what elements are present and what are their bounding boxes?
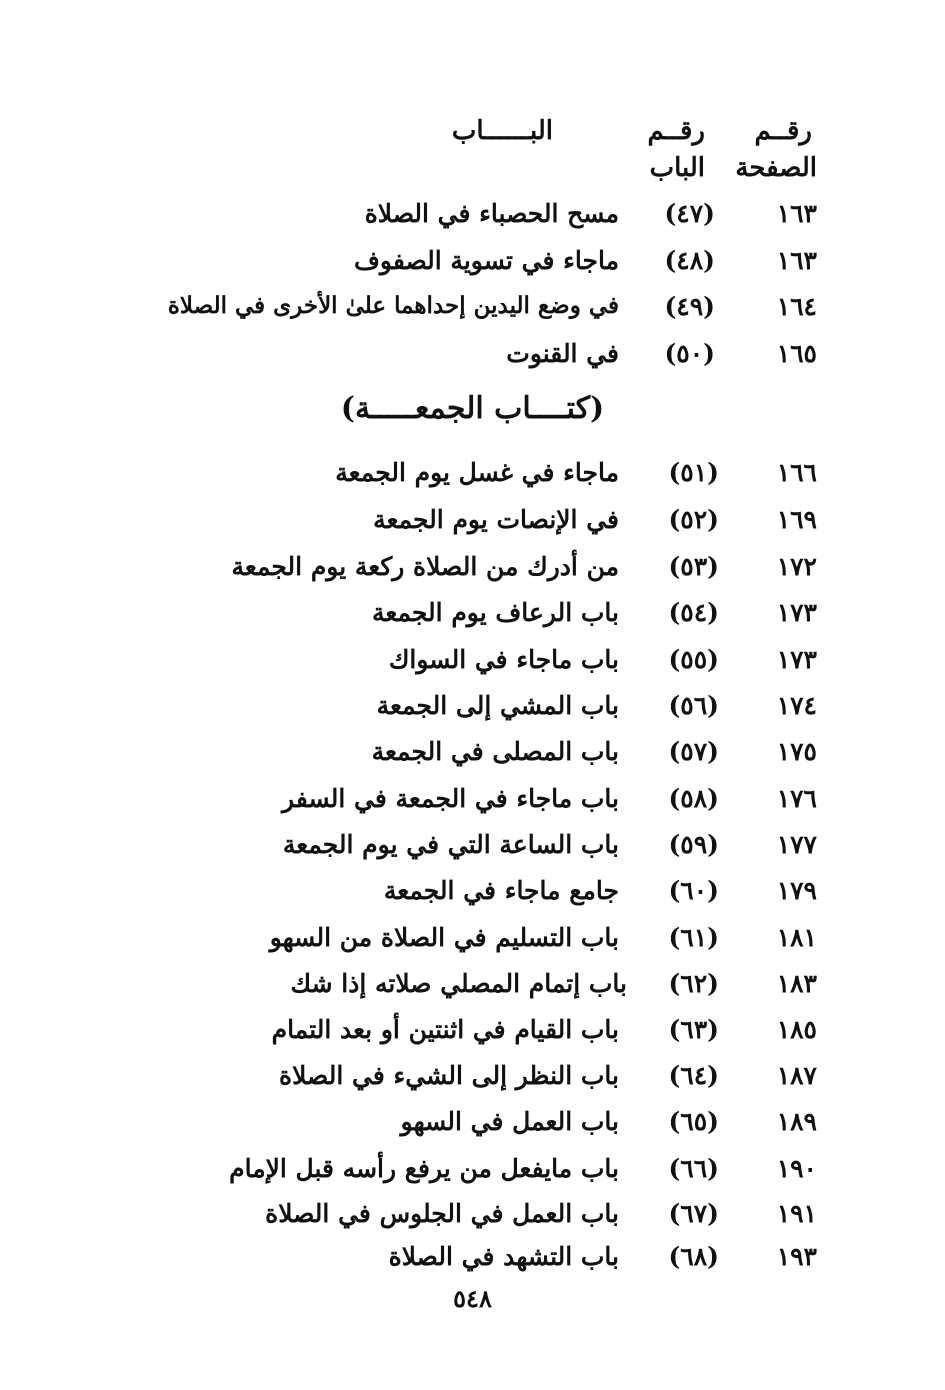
row-a-page: ١٦٣	[776, 199, 817, 228]
row-b-chapter: (٦٣)	[668, 1015, 719, 1044]
row-b-page: ١٩٠	[776, 1154, 817, 1183]
row-b-chapter: (٥٣)	[668, 552, 719, 581]
row-b-chapter: (٥٩)	[668, 830, 719, 859]
row-b-title: باب ماجاء في الجمعة في السفر	[282, 784, 619, 813]
page-number: ٥٤٨	[453, 1284, 492, 1313]
row-b-chapter: (٥٦)	[668, 691, 719, 720]
row-b-page: ١٩٣	[776, 1242, 817, 1271]
header-page-col-line2: الصفحة	[735, 153, 817, 183]
row-b-page: ١٨٩	[776, 1107, 817, 1136]
row-b-title: باب المشي إلى الجمعة	[376, 691, 619, 720]
row-b-title: جامع ماجاء في الجمعة	[383, 876, 619, 905]
row-b-page: ١٧٤	[776, 691, 817, 720]
row-a-chapter: (٥٠)	[664, 339, 715, 368]
row-a-title: في القنوت	[506, 339, 619, 368]
row-b-title: باب التشهد في الصلاة	[388, 1242, 619, 1271]
row-b-chapter: (٥٤)	[668, 598, 719, 627]
row-a-title: ماجاء في تسوية الصفوف	[354, 246, 619, 275]
row-b-page: ١٧٩	[776, 876, 817, 905]
row-a-page: ١٦٤	[776, 292, 817, 321]
row-b-page: ١٩١	[776, 1199, 817, 1228]
row-b-chapter: (٥١)	[668, 458, 719, 487]
row-b-page: ١٨٥	[776, 1015, 817, 1044]
row-a-chapter: (٤٧)	[664, 199, 715, 228]
row-a-title: في وضع اليدين إحداهما علىٰ الأخرى في الصلاة	[167, 292, 619, 319]
row-b-page: ١٧٧	[776, 830, 817, 859]
header-chapter-col-line2: الباب	[649, 153, 705, 183]
row-b-chapter: (٦١)	[668, 923, 719, 952]
header-title-col: البــــــاب	[451, 116, 553, 146]
row-b-title: باب العمل في السهو	[400, 1107, 619, 1136]
row-b-title: باب النظر إلى الشيء في الصلاة	[279, 1061, 619, 1090]
row-b-title: باب إتمام المصلي صلاته إذا شك	[290, 969, 627, 998]
row-b-page: ١٧٥	[776, 737, 817, 766]
row-a-page: ١٦٥	[776, 339, 817, 368]
row-b-title: باب العمل في الجلوس في الصلاة	[265, 1199, 619, 1228]
row-b-page: ١٧٦	[776, 784, 817, 813]
row-b-page: ١٧٣	[776, 598, 817, 627]
row-b-chapter: (٦٨)	[668, 1242, 719, 1271]
row-b-chapter: (٦٧)	[668, 1199, 719, 1228]
row-b-chapter: (٦٥)	[668, 1107, 719, 1136]
row-b-page: ١٨١	[776, 923, 817, 952]
row-b-title: في الإنصات يوم الجمعة	[373, 505, 619, 534]
row-b-chapter: (٥٢)	[668, 505, 719, 534]
row-b-title: باب مايفعل من يرفع رأسه قبل الإمام	[229, 1154, 619, 1183]
row-b-page: ١٧٣	[776, 645, 817, 674]
row-b-chapter: (٦٢)	[668, 969, 719, 998]
row-a-chapter: (٤٨)	[664, 246, 715, 275]
header-chapter-col-line1: رقــم	[647, 116, 705, 146]
row-b-title: ماجاء في غسل يوم الجمعة	[335, 458, 619, 487]
row-b-title: باب الساعة التي في يوم الجمعة	[282, 830, 619, 859]
row-b-chapter: (٦٦)	[668, 1154, 719, 1183]
row-b-title: باب المصلى في الجمعة	[371, 737, 619, 766]
row-b-title: باب التسليم في الصلاة من السهو	[269, 923, 619, 952]
row-b-page: ١٨٧	[776, 1061, 817, 1090]
row-b-title: باب الرعاف يوم الجمعة	[372, 598, 619, 627]
row-a-page: ١٦٣	[776, 246, 817, 275]
section-heading: (كتــــاب الجمعـــــة)	[340, 391, 605, 426]
row-b-title: باب القيام في اثنتين أو بعد التمام	[271, 1015, 619, 1044]
row-b-title: من أدرك من الصلاة ركعة يوم الجمعة	[231, 552, 619, 581]
row-b-chapter: (٥٧)	[668, 737, 719, 766]
row-b-page: ١٧٢	[776, 552, 817, 581]
row-b-chapter: (٦٤)	[668, 1061, 719, 1090]
row-b-page: ١٦٩	[776, 505, 817, 534]
row-b-chapter: (٥٥)	[668, 645, 719, 674]
row-b-chapter: (٦٠)	[668, 876, 719, 905]
row-a-chapter: (٤٩)	[664, 292, 715, 321]
row-b-page: ١٦٦	[776, 458, 817, 487]
row-b-title: باب ماجاء في السواك	[388, 645, 619, 674]
row-b-page: ١٨٣	[776, 969, 817, 998]
row-a-title: مسح الحصباء في الصلاة	[364, 199, 619, 228]
row-b-chapter: (٥٨)	[668, 784, 719, 813]
header-page-col-line1: رقــم	[754, 116, 812, 146]
